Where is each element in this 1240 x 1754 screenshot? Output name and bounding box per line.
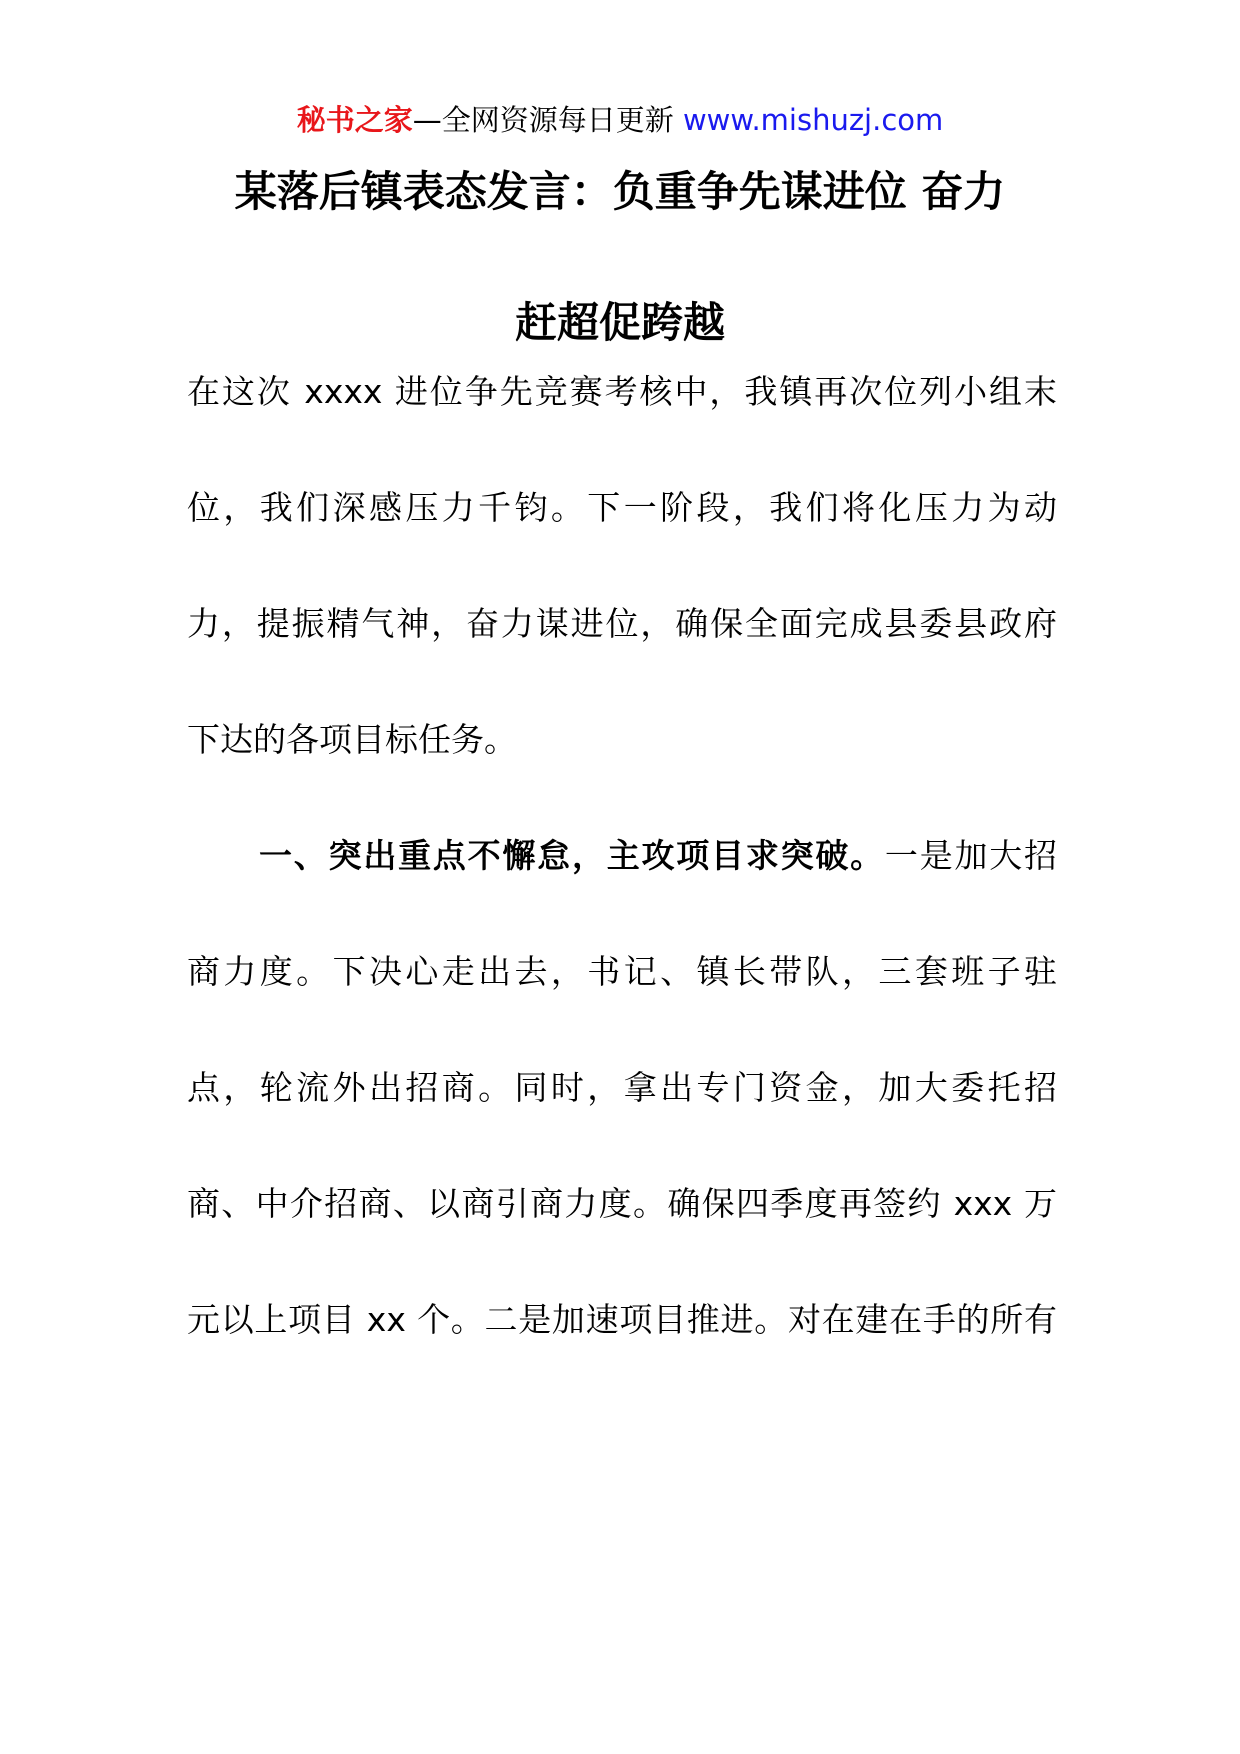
body-line: 元以上项目 xx 个。二是加速项目推进。对在建在手的所有 bbox=[187, 1300, 1057, 1339]
body-line: 在这次 xxxx 进位争先竞赛考核中，我镇再次位列小组末 bbox=[187, 372, 1057, 411]
body-line: 力，提振精气神，奋力谋进位，确保全面完成县委县政府 bbox=[187, 604, 1057, 643]
body-line: 下达的各项目标任务。 bbox=[187, 720, 517, 759]
site-url-link[interactable]: www.mishuzj.com bbox=[682, 103, 944, 137]
body-line: 点，轮流外出招商。同时，拿出专门资金，加大委托招 bbox=[187, 1068, 1057, 1107]
document-title-line-1: 某落后镇表态发言：负重争先谋进位 奋力 bbox=[234, 167, 1006, 216]
body-line: 商力度。下决心走出去，书记、镇长带队，三套班子驻 bbox=[187, 952, 1057, 991]
document-title-line-2: 赶超促跨越 bbox=[514, 298, 725, 347]
body-line: 商、中介招商、以商引商力度。确保四季度再签约 xxx 万 bbox=[187, 1184, 1057, 1223]
header-tagline: —全网资源每日更新 bbox=[412, 103, 674, 137]
body-line: 位，我们深感压力千钧。下一阶段，我们将化压力为动 bbox=[187, 488, 1057, 527]
site-header bbox=[0, 100, 1240, 140]
brand-name: 秘书之家 bbox=[296, 103, 413, 137]
section-1-first-line bbox=[187, 834, 1057, 878]
section-1-text: 一是加大招 bbox=[884, 836, 1058, 875]
section-1-heading: 一、突出重点不懈怠，主攻项目求突破。 bbox=[259, 836, 885, 875]
